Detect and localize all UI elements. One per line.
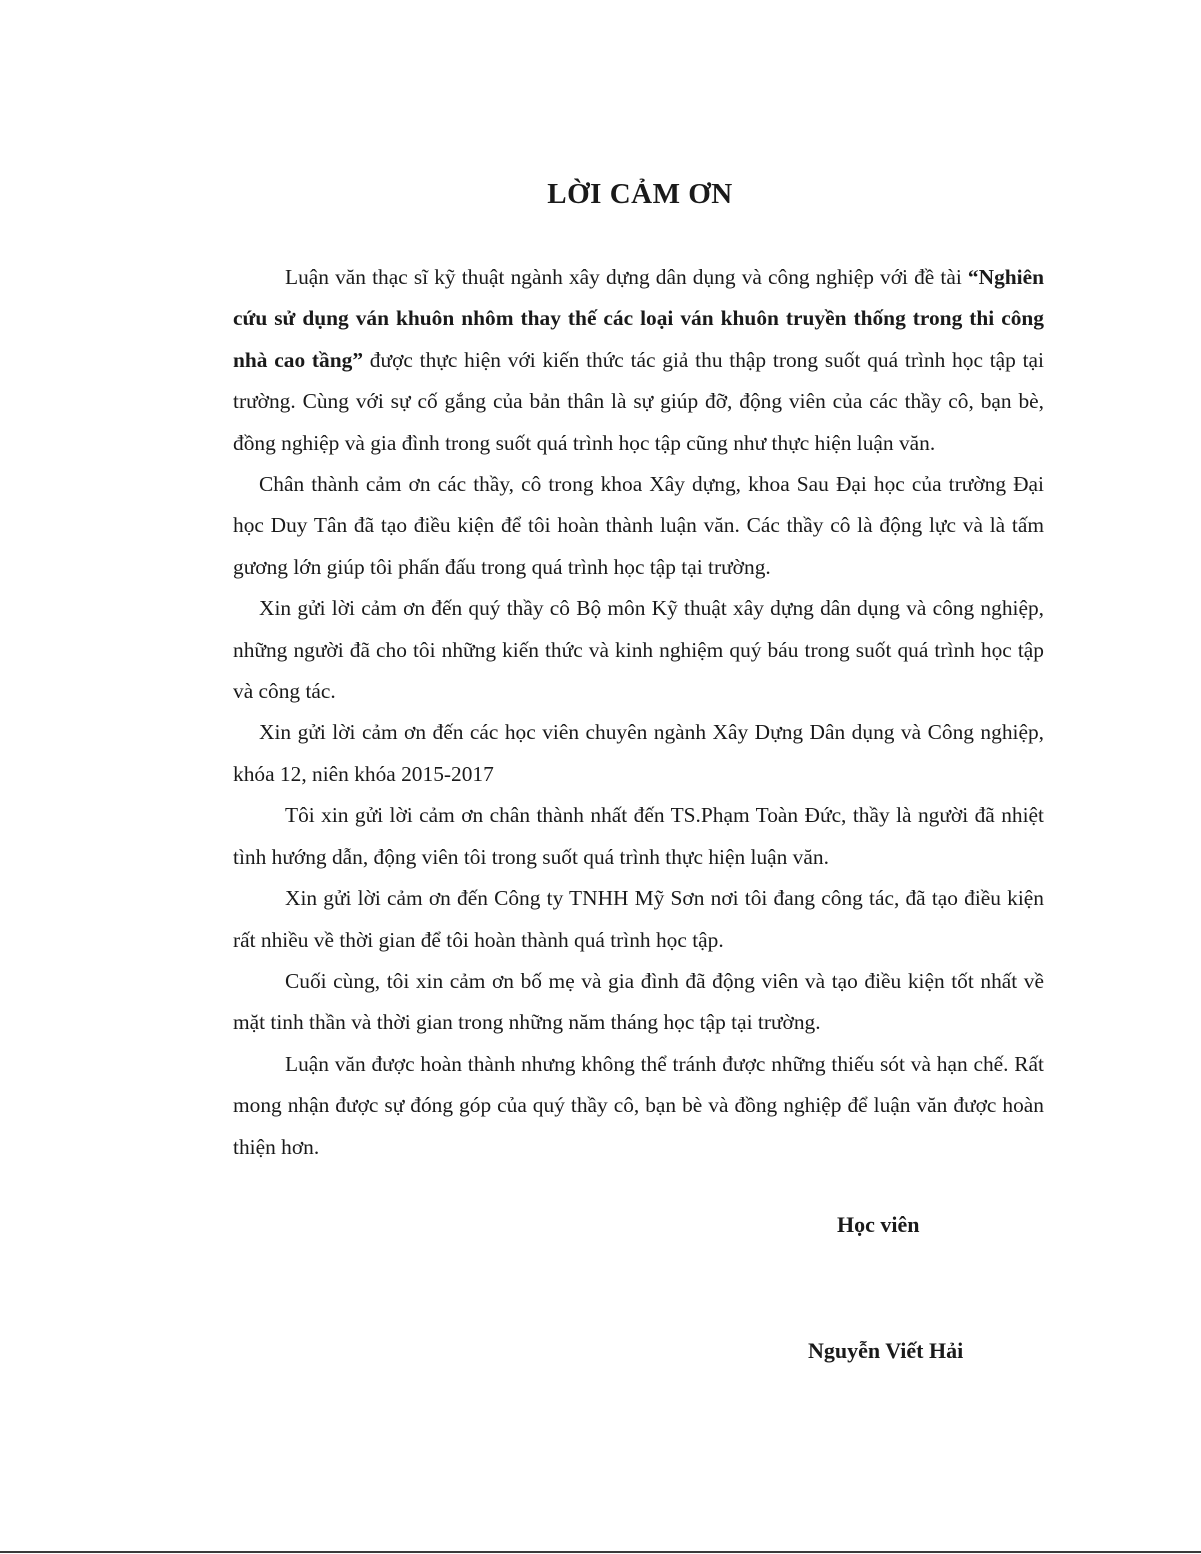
acknowledgement-body bbox=[233, 257, 1044, 1168]
intro-lead-text: Luận văn thạc sĩ kỹ thuật ngành xây dựng dân dụng và công nghiệp với đề tài bbox=[285, 265, 968, 289]
paragraph-faculty-thanks: Chân thành cảm ơn các thầy, cô trong khoa Xây dựng, khoa Sau Đại học của trường Đại học Duy Tân đã tạo điều kiện để tôi hoàn thành luận văn. Các thầy cô là động lực và là tấm gương lớn giúp tôi phấn đấu trong quá trình học tập tại trường. bbox=[233, 472, 1044, 579]
intro-rest-text: được thực hiện với kiến thức tác giả thu thập trong suốt quá trình học tập tại trường. Cùng với sự cố gắng của bản thân là sự giúp đỡ, động viên của các thầy cô, bạn bè, đồng nghiệp và gia đình trong suốt quá trình học tập cũng như thực hiện luận văn. bbox=[233, 347, 1044, 455]
paragraph-advisor-thanks: Tôi xin gửi lời cảm ơn chân thành nhất đến TS.Phạm Toàn Đức, thầy là người đã nhiệt tình hướng dẫn, động viên tôi trong suốt quá trình thực hiện luận văn. bbox=[233, 803, 1044, 869]
thesis-title: “Nghiên cứu sử dụng ván khuôn nhôm thay thế các loại ván khuôn truyền thống trong thi công nhà cao tầng” bbox=[233, 265, 1044, 372]
signer-name: Nguyễn Viết Hải bbox=[808, 1338, 964, 1363]
page-bottom-rule bbox=[0, 1551, 1201, 1553]
paragraph-closing: Luận văn được hoàn thành nhưng không thể tránh được những thiếu sót và hạn chế. Rất mong nhận được sự đóng góp của quý thầy cô, bạn bè và đồng nghiệp để luận văn được hoàn thiện hơn. bbox=[233, 1051, 1044, 1159]
paragraph-classmates-thanks: Xin gửi lời cảm ơn đến các học viên chuyên ngành Xây Dựng Dân dụng và Công nghiệp, khóa 12, niên khóa 2015-2017 bbox=[233, 720, 1044, 786]
paragraph-intro bbox=[233, 257, 1044, 464]
paragraph-family-thanks: Cuối cùng, tôi xin cảm ơn bố mẹ và gia đình đã động viên và tạo điều kiện tốt nhất về mặt tinh thần và thời gian trong những năm tháng học tập tại trường. bbox=[233, 968, 1044, 1035]
signer-role: Học viên bbox=[837, 1212, 920, 1237]
page-title: LỜI CẢM ƠN bbox=[547, 178, 733, 210]
paragraph-department-thanks: Xin gửi lời cảm ơn đến quý thầy cô Bộ môn Kỹ thuật xây dựng dân dụng và công nghiệp, những người đã cho tôi những kiến thức và kinh nghiệm quý báu trong suốt quá trình học tập và công tác. bbox=[233, 596, 1044, 704]
paragraph-company-thanks: Xin gửi lời cảm ơn đến Công ty TNHH Mỹ Sơn nơi tôi đang công tác, đã tạo điều kiện rất nhiều về thời gian để tôi hoàn thành quá trình học tập. bbox=[233, 886, 1044, 952]
